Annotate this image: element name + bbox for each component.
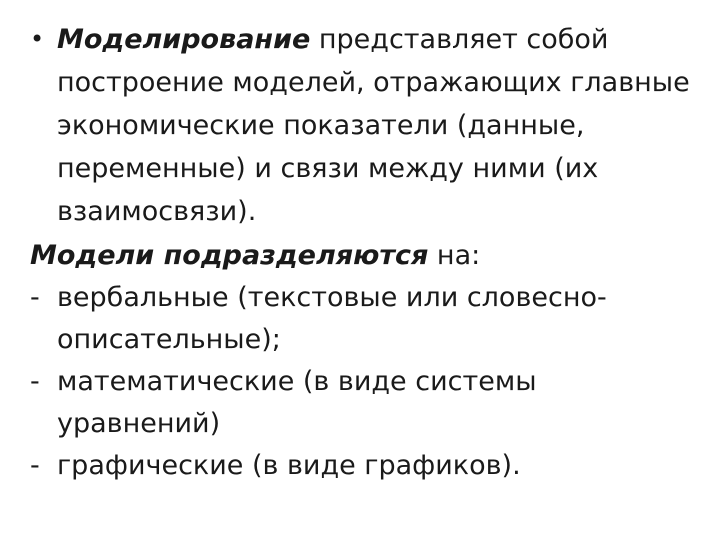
list-item-graphical xyxy=(30,445,700,487)
bullet-icon: • xyxy=(30,25,45,53)
models-section xyxy=(30,235,700,487)
list-item-verbal xyxy=(30,277,700,361)
definition-term: Моделирование xyxy=(57,24,311,55)
dash-icon: - xyxy=(30,366,40,397)
dash-icon: - xyxy=(30,282,40,313)
definition-paragraph xyxy=(30,18,700,233)
models-heading-rest: на: xyxy=(428,240,481,271)
dash-icon: - xyxy=(30,450,40,481)
definition-bullet-item xyxy=(30,18,700,233)
models-heading xyxy=(30,235,700,277)
list-item-text: вербальные (текстовые или словесно-описательные); xyxy=(57,282,607,355)
list-item-text: математические (в виде системы уравнений) xyxy=(57,366,537,439)
definition-body: представляет собой построение моделей, отражающих главные экономические показатели (данные, переменные) и связи между ними (их взаимосвязи). xyxy=(57,24,690,227)
list-item-text: графические (в виде графиков). xyxy=(57,450,521,481)
models-heading-term: Модели подразделяются xyxy=(30,240,429,271)
list-item-mathematical xyxy=(30,361,700,445)
definition-text xyxy=(57,18,700,233)
